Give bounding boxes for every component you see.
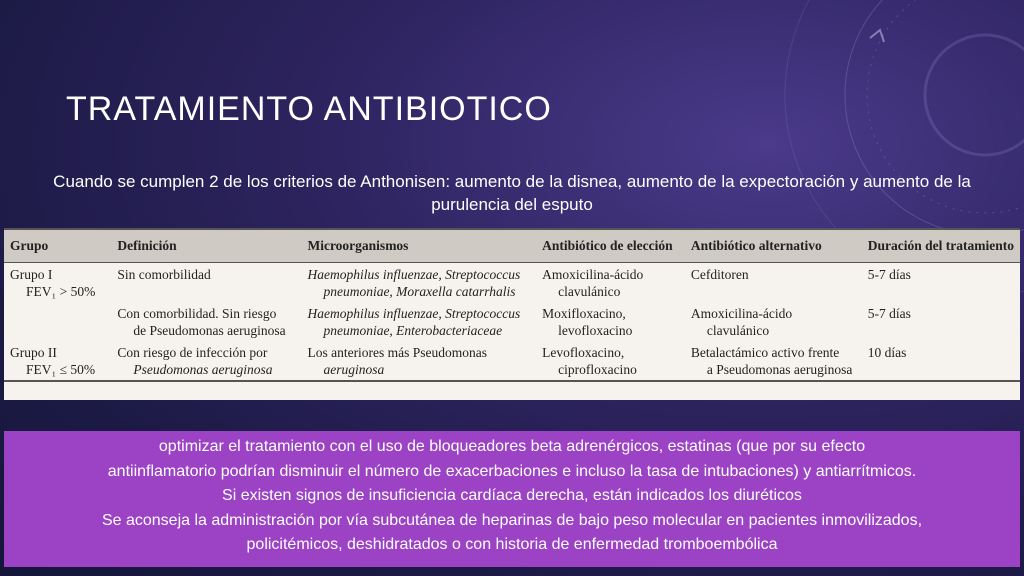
microorganismos-text: pneumoniae, Enterobacteriaceae [323, 323, 503, 338]
slide-title: TRATAMIENTO ANTIBIOTICO [66, 90, 552, 128]
eleccion-text: Moxifloxacino, [542, 306, 626, 321]
antibiotic-table [4, 228, 1020, 382]
eleccion-cell [536, 302, 685, 341]
eleccion-text: ciprofloxacino [558, 362, 637, 377]
notes-line: policitémicos, deshidratados o con historia de enfermedad tromboembólica [246, 536, 778, 553]
table-row [4, 263, 1020, 303]
microorganismos-text: Los anteriores más Pseudomonas [307, 345, 488, 360]
table-row [4, 341, 1020, 381]
antibiotic-table-container [4, 228, 1020, 400]
alternativo-text: Amoxicilina-ácido [690, 306, 793, 321]
notes-line: Se aconseja la administración por vía subcutánea de heparinas de bajo peso molecular en pacientes inmovilizados, [101, 511, 923, 529]
notes-line: Si existen signos de insuficiencia cardíaca derecha, están indicados los diuréticos [222, 487, 802, 504]
duracion-cell: 5-7 días [867, 267, 911, 282]
alternativo-cell [685, 263, 862, 303]
column-header: Definición [111, 229, 301, 263]
microorganismos-text: Haemophilus influenzae, Streptococcus [307, 267, 521, 282]
column-header: Antibiótico de elección [536, 229, 685, 263]
grupo-cell [4, 341, 111, 381]
eleccion-cell [536, 341, 685, 381]
microorganismos-cell [301, 302, 536, 341]
definicion-text: Con riesgo de infección por [117, 345, 268, 360]
column-header: Duración del tratamiento [862, 229, 1020, 263]
alternativo-cell [685, 302, 862, 341]
notes-line: optimizar el tratamiento con el uso de bloqueadores beta adrenérgicos, estatinas (que por su efecto [158, 438, 866, 455]
alternativo-text: a Pseudomonas aeruginosa [706, 362, 853, 377]
column-header: Antibiótico alternativo [685, 229, 862, 263]
eleccion-text: clavulánico [558, 284, 621, 299]
definicion-text: Con comorbilidad. Sin riesgo [117, 306, 277, 321]
alternativo-text: Betalactámico activo frente [690, 345, 840, 360]
microorganismos-cell [301, 263, 536, 303]
microorganismos-cell [301, 341, 536, 381]
grupo-fev: FEV₁ > 50% [26, 284, 96, 299]
definicion-cell [111, 302, 301, 341]
eleccion-text: Levofloxacino, [542, 345, 625, 360]
column-header: Microorganismos [301, 229, 536, 263]
definicion-text: de Pseudomonas aeruginosa [133, 323, 286, 338]
definicion-text: Pseudomonas aeruginosa [133, 362, 273, 377]
grupo-name: Grupo II [10, 345, 57, 360]
definicion-cell [111, 341, 301, 381]
duracion-cell: 10 días [862, 341, 1020, 381]
grupo-cell [4, 263, 111, 303]
grupo-fev: FEV₁ ≤ 50% [26, 362, 96, 377]
definicion-text: Sin comorbilidad [117, 267, 211, 282]
alternativo-text: clavulánico [706, 323, 770, 338]
table-row [4, 302, 1020, 341]
column-header: Grupo [4, 229, 111, 263]
eleccion-cell [536, 263, 685, 303]
table-header-row [4, 229, 1020, 263]
slide-subtitle: Cuando se cumplen 2 de los criterios de Anthonisen: aumento de la disnea, aumento de la expectoración y aumento de la purulencia del esputo [53, 172, 971, 214]
duracion-cell: 5-7 días [867, 306, 911, 321]
notes-line: antiinflamatorio podrían disminuir el número de exacerbaciones e incluso la tasa de intubaciones) y antiarrítmicos. [107, 462, 917, 480]
eleccion-text: levofloxacino [558, 323, 633, 338]
grupo-name: Grupo I [10, 267, 53, 282]
microorganismos-text: pneumoniae, Moraxella catarrhalis [323, 284, 516, 299]
microorganismos-text: Haemophilus influenzae, Streptococcus [307, 306, 521, 321]
microorganismos-text: aeruginosa [323, 362, 385, 377]
alternativo-text: Cefditoren [690, 267, 749, 282]
eleccion-text: Amoxicilina-ácido [542, 267, 644, 282]
definicion-cell [111, 263, 301, 303]
alternativo-cell [685, 341, 862, 381]
notes-box [4, 431, 1020, 567]
grupo-cell [4, 302, 111, 341]
